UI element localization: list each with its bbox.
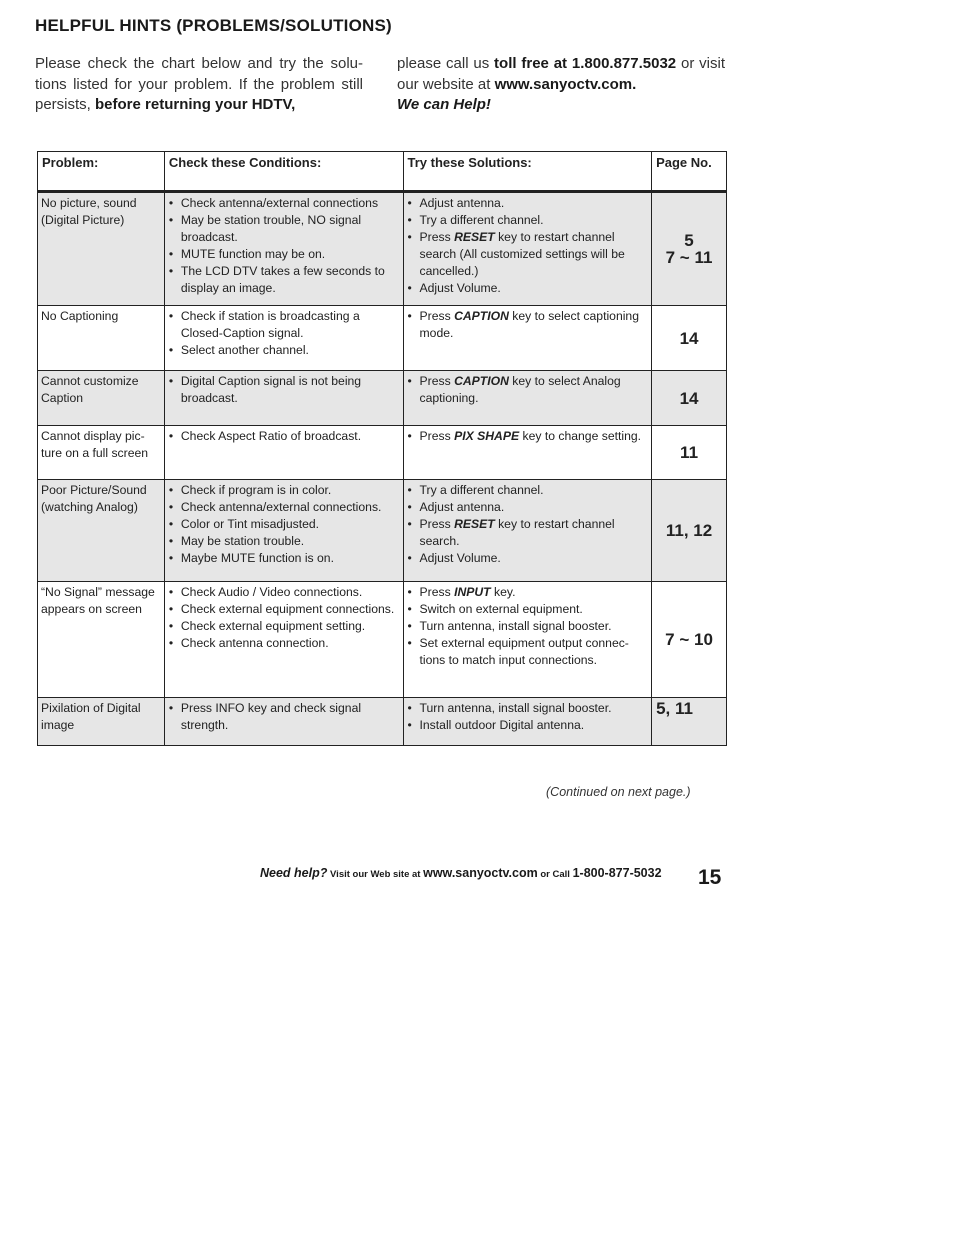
condition-item: • Check Audio / Video connections. bbox=[168, 584, 400, 601]
header-problem: Problem: bbox=[38, 152, 165, 192]
footer-visit-text: Visit our Web site at bbox=[327, 869, 424, 880]
table-row bbox=[38, 582, 727, 698]
solution-item bbox=[407, 584, 649, 601]
solutions-list bbox=[407, 584, 649, 669]
table-row bbox=[38, 192, 727, 306]
condition-item: • Select another channel. bbox=[168, 342, 400, 359]
page-number: 15 bbox=[698, 866, 722, 889]
conditions-cell bbox=[164, 480, 403, 582]
header-solutions: Try these Solutions: bbox=[403, 152, 652, 192]
key-name: INPUT bbox=[454, 585, 491, 599]
solutions-list bbox=[407, 195, 649, 297]
solution-item bbox=[407, 700, 649, 717]
help-tagline: We can Help! bbox=[397, 96, 491, 113]
intro-paragraph-left bbox=[35, 54, 363, 116]
conditions-list bbox=[168, 308, 400, 359]
page-ref: 5, 11 bbox=[656, 699, 693, 718]
page-ref: 5 bbox=[684, 231, 694, 250]
solution-text: Press bbox=[419, 585, 455, 599]
solution-item bbox=[407, 717, 649, 734]
table-body bbox=[38, 192, 727, 746]
solution-text: Turn antenna, install signal booster. bbox=[419, 619, 612, 633]
intro-text: please call us bbox=[397, 55, 495, 72]
solution-text: Press bbox=[419, 517, 455, 531]
condition-item: • May be station trouble, NO signal broadcast. bbox=[168, 212, 400, 246]
condition-item: • Press INFO key and check signal strength. bbox=[168, 700, 400, 734]
problem-cell: No Captioning bbox=[38, 306, 165, 371]
need-help-text: Need help? bbox=[260, 866, 328, 880]
condition-item: • Check antenna/external connections. bbox=[168, 499, 400, 516]
conditions-list bbox=[168, 584, 400, 652]
page-ref: 7 ~ 11 bbox=[665, 248, 713, 267]
problem-cell: “No Signal” message appears on screen bbox=[38, 582, 165, 698]
page-ref: 14 bbox=[679, 388, 699, 408]
solution-text: key to select Analog captioning. bbox=[419, 374, 621, 405]
page-cell bbox=[652, 192, 727, 306]
page-ref: 7 ~ 10 bbox=[665, 630, 713, 649]
condition-item: • May be station trouble. bbox=[168, 533, 400, 550]
solution-text: Adjust Volume. bbox=[419, 281, 501, 295]
solution-item bbox=[407, 635, 649, 669]
header-page: Page No. bbox=[652, 152, 727, 192]
conditions-cell bbox=[164, 426, 403, 480]
footer-phone: 1-800-877-5032 bbox=[572, 866, 662, 880]
solution-text: Press bbox=[419, 429, 455, 443]
header-conditions: Check these Conditions: bbox=[164, 152, 403, 192]
footer-url: www.sanyoctv.com bbox=[423, 866, 538, 880]
intro-paragraph-right bbox=[397, 54, 725, 116]
solution-text: Switch on external equipment. bbox=[419, 602, 583, 616]
solutions-list bbox=[407, 373, 649, 407]
solution-text: key. bbox=[490, 585, 516, 599]
solution-item bbox=[407, 428, 649, 445]
solution-item bbox=[407, 195, 649, 212]
page-cell bbox=[652, 698, 727, 746]
solution-text: Install outdoor Digital antenna. bbox=[419, 718, 585, 732]
condition-item: • Check if station is broadcasting a Closed-Caption signal. bbox=[168, 308, 400, 342]
solution-item bbox=[407, 601, 649, 618]
conditions-list bbox=[168, 373, 400, 407]
key-name: CAPTION bbox=[454, 374, 509, 388]
condition-item: • Check external equipment setting. bbox=[168, 618, 400, 635]
key-name: CAPTION bbox=[454, 309, 509, 323]
intro-emphasis: before returning your HDTV, bbox=[95, 96, 296, 113]
phone-emphasis: toll free at 1.800.877.5032 bbox=[494, 55, 677, 72]
conditions-cell bbox=[164, 371, 403, 426]
solutions-cell bbox=[403, 426, 652, 480]
website-emphasis: www.sanyoctv.com. bbox=[494, 75, 637, 93]
problem-cell: Cannot customize Caption bbox=[38, 371, 165, 426]
intro-text: Please check the chart below and try the solu- tions listed for your problem. If the problem still persists, bbox=[35, 55, 363, 113]
table-row bbox=[38, 306, 727, 371]
solution-text: Adjust antenna. bbox=[419, 500, 505, 514]
intro-text: or visit our website at bbox=[397, 55, 725, 93]
page-ref: 11 bbox=[680, 443, 699, 462]
problem-cell: No picture, sound (Digital Picture) bbox=[38, 192, 165, 306]
solutions-cell bbox=[403, 306, 652, 371]
solutions-list bbox=[407, 308, 649, 342]
footer bbox=[260, 866, 662, 880]
problem-cell: Cannot display pic- ture on a full screen bbox=[38, 426, 165, 480]
key-name: PIX SHAPE bbox=[454, 429, 520, 443]
solutions-cell bbox=[403, 698, 652, 746]
table-header-row bbox=[38, 152, 727, 192]
solution-item bbox=[407, 229, 649, 280]
conditions-cell bbox=[164, 698, 403, 746]
page-ref: 11, 12 bbox=[665, 521, 713, 540]
solution-text: Adjust antenna. bbox=[419, 196, 505, 210]
solution-item bbox=[407, 482, 649, 499]
solutions-cell bbox=[403, 371, 652, 426]
conditions-cell bbox=[164, 582, 403, 698]
solution-item bbox=[407, 499, 649, 516]
footer-or-call: or Call bbox=[537, 869, 573, 880]
solution-item bbox=[407, 516, 649, 550]
problem-cell: Poor Picture/Sound (watching Analog) bbox=[38, 480, 165, 582]
table-row bbox=[38, 698, 727, 746]
solution-text: key to change setting. bbox=[519, 429, 642, 443]
hints-table bbox=[37, 151, 727, 746]
page-cell bbox=[652, 480, 727, 582]
solutions-cell bbox=[403, 582, 652, 698]
conditions-list bbox=[168, 195, 400, 297]
page-cell bbox=[652, 426, 727, 480]
solutions-cell bbox=[403, 480, 652, 582]
solution-text: Turn antenna, install signal booster. bbox=[419, 701, 612, 715]
condition-item: • Maybe MUTE function is on. bbox=[168, 550, 400, 567]
solution-item bbox=[407, 373, 649, 407]
solution-text: Set external equipment output connec- tions to match input connections. bbox=[419, 636, 629, 667]
conditions-cell bbox=[164, 192, 403, 306]
key-name: RESET bbox=[454, 517, 495, 531]
condition-item: • The LCD DTV takes a few seconds to display an image. bbox=[168, 263, 400, 297]
solution-text: key to restart channel search (All customized settings will be cancelled.) bbox=[419, 230, 625, 278]
solutions-list bbox=[407, 428, 649, 445]
solutions-list bbox=[407, 700, 649, 734]
condition-item: • MUTE function may be on. bbox=[168, 246, 400, 263]
solutions-list bbox=[407, 482, 649, 567]
solution-text: Press bbox=[419, 309, 455, 323]
table-row bbox=[38, 480, 727, 582]
solution-text: Try a different channel. bbox=[419, 213, 544, 227]
solution-text: key to restart channel search. bbox=[419, 517, 615, 548]
solution-item bbox=[407, 280, 649, 297]
solution-item bbox=[407, 618, 649, 635]
solution-text: Try a different channel. bbox=[419, 483, 544, 497]
condition-item: • Check Aspect Ratio of broadcast. bbox=[168, 428, 400, 445]
solution-text: Adjust Volume. bbox=[419, 551, 501, 565]
page-title: HELPFUL HINTS (PROBLEMS/SOLUTIONS) bbox=[35, 16, 392, 35]
page-cell bbox=[652, 306, 727, 371]
condition-item: • Digital Caption signal is not being broadcast. bbox=[168, 373, 400, 407]
conditions-list bbox=[168, 428, 400, 445]
problem-cell: Pixilation of Digital image bbox=[38, 698, 165, 746]
solutions-cell bbox=[403, 192, 652, 306]
page-cell bbox=[652, 371, 727, 426]
key-name: RESET bbox=[454, 230, 495, 244]
solution-item bbox=[407, 550, 649, 567]
solution-text: Press bbox=[419, 374, 455, 388]
condition-item: • Check antenna/external connections bbox=[168, 195, 400, 212]
solution-text: Press bbox=[419, 230, 455, 244]
solution-item bbox=[407, 212, 649, 229]
condition-item: • Check external equipment connections. bbox=[168, 601, 400, 618]
page-ref: 14 bbox=[679, 328, 699, 348]
solution-item bbox=[407, 308, 649, 342]
table-row bbox=[38, 371, 727, 426]
conditions-list bbox=[168, 482, 400, 567]
solution-text: key to select captioning mode. bbox=[419, 309, 639, 340]
page-cell bbox=[652, 582, 727, 698]
conditions-list bbox=[168, 700, 400, 734]
condition-item: • Color or Tint misadjusted. bbox=[168, 516, 400, 533]
continued-note: (Continued on next page.) bbox=[546, 785, 691, 799]
condition-item: • Check if program is in color. bbox=[168, 482, 400, 499]
table-row bbox=[38, 426, 727, 480]
condition-item: • Check antenna connection. bbox=[168, 635, 400, 652]
conditions-cell bbox=[164, 306, 403, 371]
